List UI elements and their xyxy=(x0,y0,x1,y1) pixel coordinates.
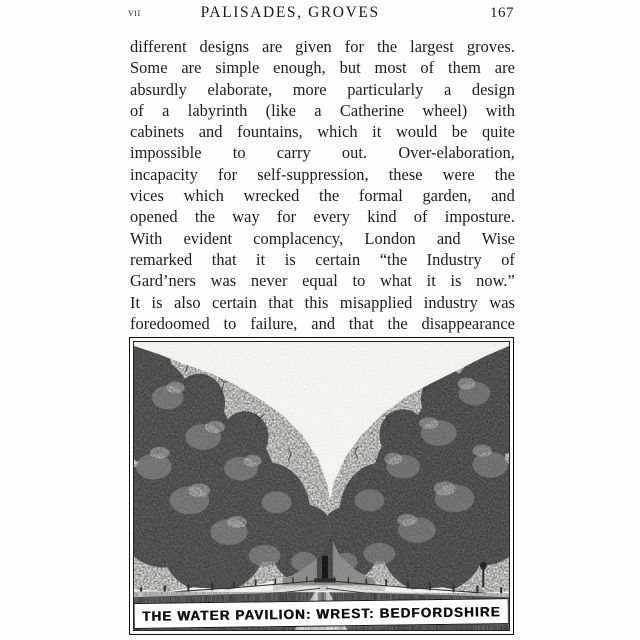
chapter-number: vii xyxy=(128,7,141,19)
text-line: of a labyrinth (like a Catherine wheel) with xyxy=(130,100,515,120)
text-line: It is also certain that this misapplied industry was xyxy=(130,292,515,312)
body-text-block xyxy=(130,36,515,355)
text-line: Some are simple enough, but most of them are xyxy=(130,58,515,78)
page-title: PALISADES, GROVES xyxy=(200,4,380,21)
plate-frame xyxy=(129,337,514,635)
plate-caption-banner xyxy=(135,598,508,629)
plate-caption-text: THE WATER PAVILION: WREST: BEDFORDSHIRE xyxy=(141,603,501,624)
text-line: With evident complacency, London and Wise xyxy=(130,228,515,248)
text-line: incapacity for self-suppression, these were the xyxy=(130,164,515,184)
engraving-illustration xyxy=(134,342,509,631)
text-line: cabinets and fountains, which it would be quite xyxy=(130,122,515,142)
text-line: different designs are given for the largest groves. xyxy=(130,37,515,56)
text-line: impossible to carry out. Over-elaboration, xyxy=(130,143,515,163)
text-line: Gard’ners was never equal to what it is now.” xyxy=(130,271,515,291)
text-line: opened the way for every kind of imposture. xyxy=(130,207,515,227)
page-number: 167 xyxy=(490,5,514,21)
text-line: vices which wrecked the formal garden, and xyxy=(130,186,515,206)
text-line: remarked that it is certain “the Industry of xyxy=(130,249,515,269)
plate-inner-border xyxy=(133,341,510,631)
text-line: absurdly elaborate, more particularly a design xyxy=(130,79,515,99)
running-head xyxy=(128,4,514,28)
text-line: foredoomed to failure, and that the disappearance xyxy=(130,313,515,333)
illustration-plate xyxy=(129,337,514,635)
